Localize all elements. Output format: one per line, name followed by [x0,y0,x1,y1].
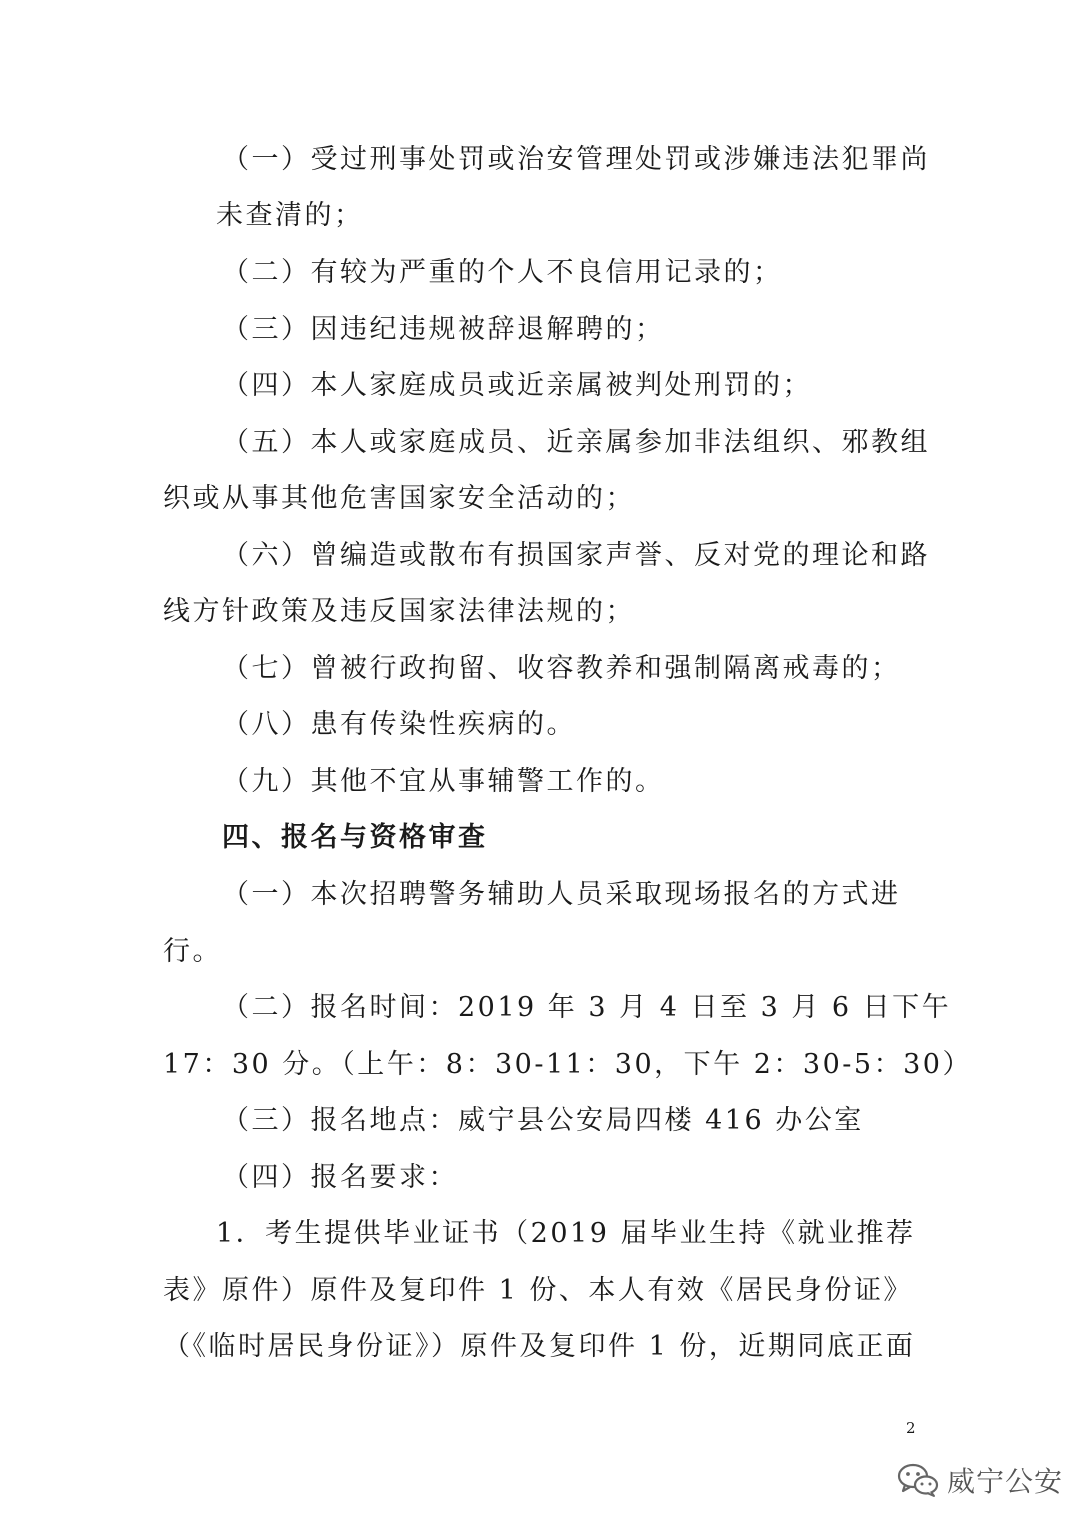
text-line: （三）报名地点：威宁县公安局四楼 416 办公室 [222,1105,864,1136]
text-line: （三）因违纪违规被辞退解聘的； [222,314,665,345]
text-line: （六）曾编造或散布有损国家声誉、反对党的理论和路 [222,540,930,571]
text-line: 17：30 分。（上午：8：30-11：30，下午 2：30-5：30） [163,1049,972,1080]
text-line: 1．考生提供毕业证书（2019 届毕业生持《就业推荐 [216,1218,916,1249]
text-line: （九）其他不宜从事辅警工作的。 [222,766,665,797]
text-line: （一）受过刑事处罚或治安管理处罚或涉嫌违法犯罪尚 [222,144,930,175]
text-line: （四）本人家庭成员或近亲属被判处刑罚的； [222,370,812,401]
text-line: 线方针政策及违反国家法律法规的； [163,596,635,627]
text-line: （二）有较为严重的个人不良信用记录的； [222,257,783,288]
page-number: 2 [906,1419,916,1437]
text-line: （一）本次招聘警务辅助人员采取现场报名的方式进 [222,879,901,910]
text-line: 未查清的； [216,200,364,231]
watermark-account-name: 威宁公安 [947,1465,1064,1498]
text-line: 行。 [163,936,222,967]
text-line: （八）患有传染性疾病的。 [222,709,576,740]
text-line: 织或从事其他危害国家安全活动的； [163,483,635,514]
text-line: （七）曾被行政拘留、收容教养和强制隔离戒毒的； [222,653,901,684]
text-line: （《临时居民身份证》）原件及复印件 1 份，近期同底正面 [163,1331,916,1362]
text-line: （五）本人或家庭成员、近亲属参加非法组织、邪教组 [222,427,930,458]
wechat-watermark [897,1452,1063,1508]
text-line: （二）报名时间：2019 年 3 月 4 日至 3 月 6 日下午 [222,992,952,1023]
wechat-icon [897,1462,939,1498]
section-heading: 四、报名与资格审查 [222,822,488,853]
text-line: 表》原件）原件及复印件 1 份、本人有效《居民身份证》 [163,1275,913,1306]
text-line: （四）报名要求： [222,1162,458,1193]
